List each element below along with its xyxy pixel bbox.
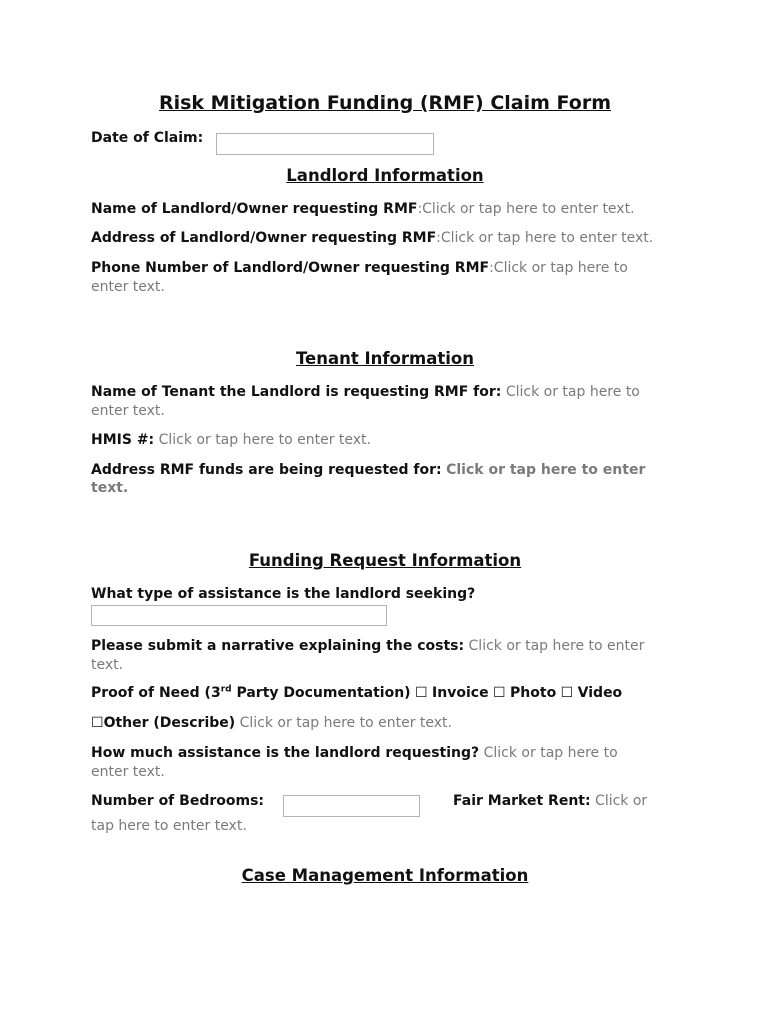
fmr-field[interactable]: Click or xyxy=(595,793,648,809)
tenant-address-field-cont[interactable]: text. xyxy=(91,480,129,496)
landlord-phone-row xyxy=(91,259,628,278)
landlord-name-colon: : xyxy=(417,201,423,217)
tenant-name-field-cont[interactable]: enter text. xyxy=(91,403,165,419)
tenant-name-field[interactable]: Click or tap here to xyxy=(505,384,640,400)
tenant-name-row-cont xyxy=(91,402,165,421)
hmis-row xyxy=(91,431,371,450)
landlord-address-label: Address of Landlord/Owner requesting RMF xyxy=(91,230,437,246)
assistance-type-input[interactable] xyxy=(91,605,387,626)
amount-field-cont[interactable]: enter text. xyxy=(91,764,165,780)
video-checkbox[interactable]: ☐ xyxy=(560,685,574,701)
narrative-field[interactable]: Click or tap here to enter xyxy=(468,638,645,654)
narrative-label: Please submit a narrative explaining the costs: xyxy=(91,638,465,654)
assistance-type-label: What type of assistance is the landlord seeking? xyxy=(91,586,476,602)
landlord-address-row xyxy=(91,229,653,248)
other-option-label: Other (Describe) xyxy=(103,715,236,731)
hmis-label: HMIS #: xyxy=(91,432,155,448)
bedrooms-label: Number of Bedrooms: xyxy=(91,793,264,809)
amount-field[interactable]: Click or tap here to xyxy=(483,745,618,761)
narrative-field-cont[interactable]: text. xyxy=(91,657,124,673)
other-checkbox[interactable]: ☐ xyxy=(91,715,104,731)
tenant-address-field[interactable]: Click or tap here to enter xyxy=(446,462,646,478)
tenant-address-row xyxy=(91,461,645,480)
landlord-address-field[interactable]: Click or tap here to enter text. xyxy=(440,230,654,246)
amount-label: How much assistance is the landlord requesting? xyxy=(91,745,480,761)
tenant-name-row xyxy=(91,383,640,402)
proof-label-b: Party Documentation) xyxy=(231,685,411,701)
proof-of-need-label xyxy=(91,685,411,701)
video-option-label: Video xyxy=(577,685,623,701)
assistance-type-row xyxy=(91,585,475,604)
landlord-phone-colon: : xyxy=(489,260,494,276)
date-of-claim-input[interactable] xyxy=(216,133,434,155)
tenant-name-label: Name of Tenant the Landlord is requesting RMF for: xyxy=(91,384,502,400)
invoice-option-label: Invoice xyxy=(432,685,489,701)
photo-option-label: Photo xyxy=(510,685,557,701)
landlord-address-colon: : xyxy=(436,230,441,246)
other-field[interactable]: Click or tap here to enter text. xyxy=(239,715,452,731)
landlord-phone-row-cont xyxy=(91,278,165,297)
form-title: Risk Mitigation Funding (RMF) Claim Form xyxy=(158,92,611,114)
landlord-name-row xyxy=(91,200,635,219)
case-management-heading: Case Management Information xyxy=(241,866,529,885)
proof-label-a: Proof of Need (3 xyxy=(91,685,221,701)
landlord-heading: Landlord Information xyxy=(286,166,484,185)
proof-of-need-row xyxy=(91,684,622,703)
landlord-name-field[interactable]: Click or tap here to enter text. xyxy=(422,201,635,217)
landlord-name-label: Name of Landlord/Owner requesting RMF xyxy=(91,201,418,217)
invoice-checkbox[interactable]: ☐ xyxy=(415,685,428,701)
landlord-phone-label: Phone Number of Landlord/Owner requesting RMF xyxy=(91,260,490,276)
funding-heading: Funding Request Information xyxy=(248,551,522,570)
proof-label-sup: rd xyxy=(220,684,232,695)
date-of-claim-label xyxy=(91,129,203,148)
date-of-claim-label-text: Date of Claim: xyxy=(91,130,204,146)
tenant-heading: Tenant Information xyxy=(295,349,474,368)
narrative-row-cont xyxy=(91,656,123,675)
bedrooms-row xyxy=(91,792,264,811)
tenant-address-label: Address RMF funds are being requested for: xyxy=(91,462,442,478)
fmr-row-cont xyxy=(91,817,247,836)
amount-row xyxy=(91,744,618,763)
tenant-address-row-cont xyxy=(91,479,128,498)
landlord-phone-field-cont[interactable]: enter text. xyxy=(91,279,165,295)
amount-row-cont xyxy=(91,763,165,782)
landlord-phone-field[interactable]: Click or tap here to xyxy=(493,260,628,276)
other-row xyxy=(91,714,452,733)
fmr-row xyxy=(453,792,647,811)
narrative-row xyxy=(91,637,644,656)
fmr-label: Fair Market Rent: xyxy=(453,793,591,809)
hmis-field[interactable]: Click or tap here to enter text. xyxy=(158,432,371,448)
fmr-field-cont[interactable]: tap here to enter text. xyxy=(91,818,247,834)
bedrooms-input[interactable] xyxy=(283,795,420,817)
photo-checkbox[interactable]: ☐ xyxy=(493,685,506,701)
